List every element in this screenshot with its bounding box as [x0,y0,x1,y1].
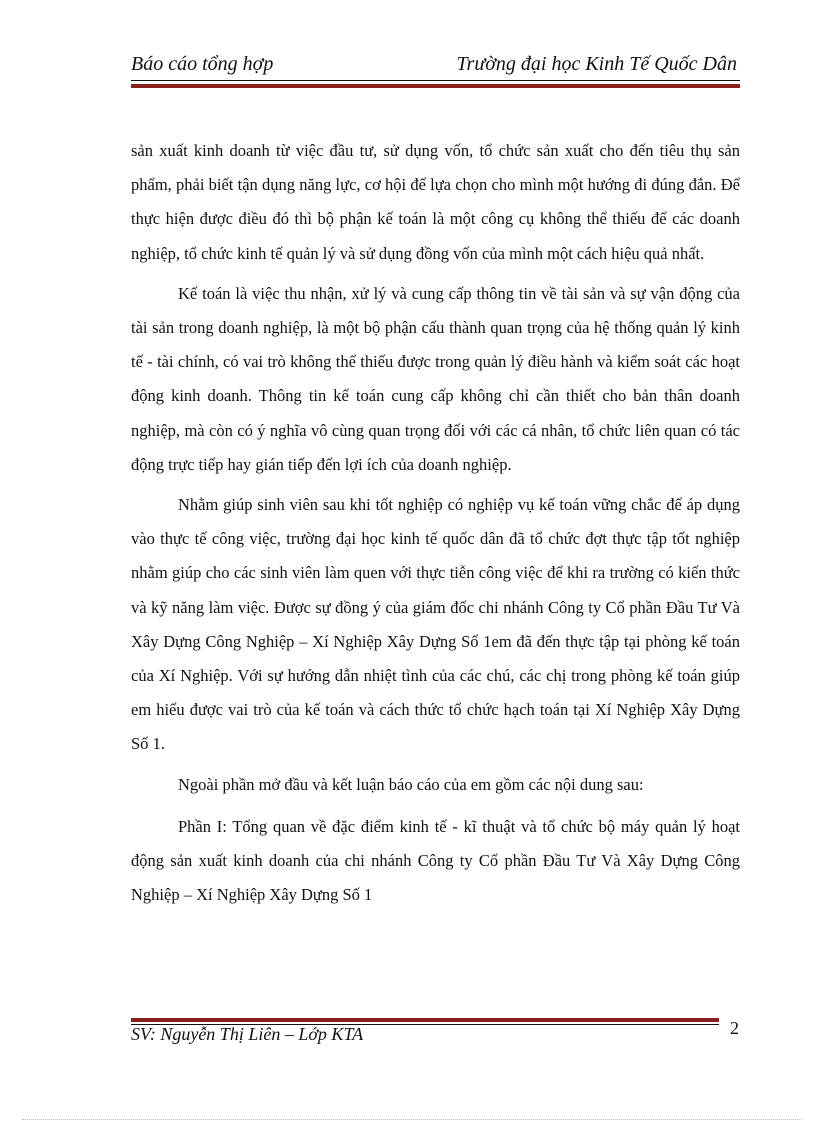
footer-student: SV: Nguyễn Thị Liên – Lớp KTA [131,1024,364,1044]
paragraph-4: Ngoài phần mở đầu và kết luận báo cáo của em gồm các nội dung sau: [178,774,644,794]
paragraph-5: Phần I: Tổng quan về đặc điểm kinh tế - kĩ thuật và tổ chức bộ máy quản lý hoạt động sản xuất kinh doanh của chi nhánh Công ty Cổ phần Đầu Tư Và Xây Dựng Công Nghiệp – Xí Nghiệp Xây Dựng Số 1 [131,816,740,905]
page-bottom-dotted-line [22,1119,802,1120]
header-university: Trường đại học Kinh Tế Quốc Dân [456,53,737,75]
footer-rule-thick [131,1018,719,1022]
page-number: 2 [730,1018,739,1038]
document-body [131,134,740,912]
header-rule-thick [131,84,740,88]
paragraph-1: sản xuất kinh doanh từ việc đầu tư, sử dụng vốn, tổ chức sản xuất cho đến tiêu thụ sản phẩm, phải biết tận dụng năng lực, cơ hội để lựa chọn cho mình một hướng đi đúng đắn. Để thực hiện được điều đó thì bộ phận kế toán là một công cụ không thể thiếu để các doanh nghiệp, tổ chức kinh tế quản lý và sử dụng đồng vốn của mình một cách hiệu quả nhất. [131,141,740,263]
paragraph-2: Kế toán là việc thu nhận, xử lý và cung cấp thông tin về tài sản và sự vận động của tài sản trong doanh nghiệp, là một bộ phận cấu thành quan trọng của hệ thống quản lý kinh tế - tài chính, có vai trò không thể thiếu được trong quản lý điều hành và kiểm soát các hoạt động kinh doanh. Thông tin kế toán cung cấp không chỉ cần thiết cho bản thân doanh nghiệp, mà còn có ý nghĩa vô cùng quan trọng đối với các cá nhân, tổ chức liên quan có tác động trực tiếp hay gián tiếp đến lợi ích của doanh nghiệp. [131,283,740,474]
page-header [131,48,739,84]
header-report-title: Báo cáo tổng hợp [131,53,274,75]
paragraph-3: Nhằm giúp sinh viên sau khi tốt nghiệp có nghiệp vụ kế toán vững chắc để áp dụng vào thực tế công việc, trường đại học kinh tế quốc dân đã tổ chức đợt thực tập tốt nghiệp nhằm giúp cho các sinh viên làm quen với thực tiễn công việc để khi ra trường có kiến thức và kỹ năng làm việc. Được sự đồng ý của giám đốc chi nhánh Công ty Cổ phần Đầu Tư Và Xây Dựng Công Nghiệp – Xí Nghiệp Xây Dựng Số 1em đã đến thực tập tại phòng kế toán của Xí Nghiệp. Với sự hướng dẫn nhiệt tình của các chú, các chị trong phòng kế toán giúp em hiểu được vai trò của kế toán và cách thức tổ chức hạch toán tại Xí Nghiệp Xây Dựng Số 1. [131,495,740,754]
header-rule-thin [131,80,740,81]
